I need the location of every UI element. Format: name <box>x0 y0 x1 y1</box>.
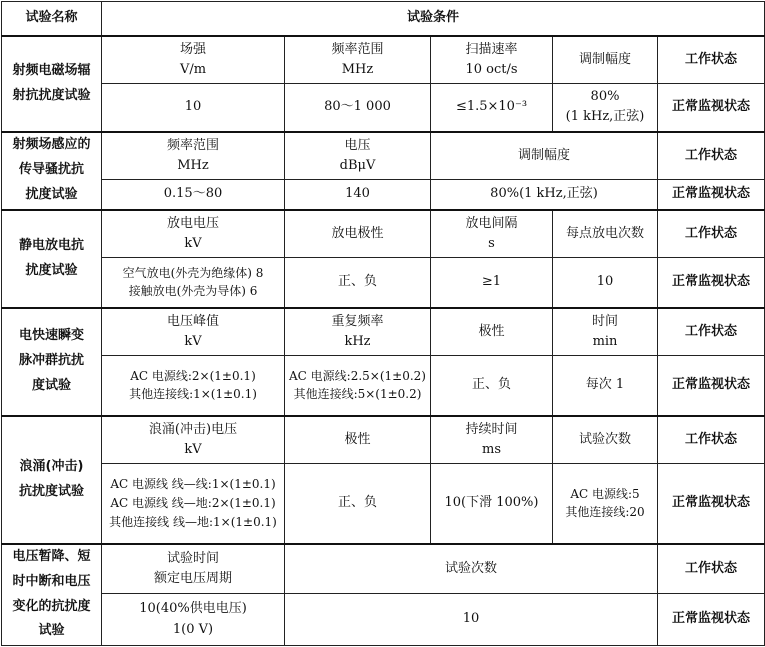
rf-conducted-test-name: 射频场感应的 传导骚扰抗 扰度试验 <box>2 132 102 210</box>
header-test-name: 试验名称 <box>2 2 102 36</box>
rf-conducted-value-row <box>2 180 765 210</box>
work-state-value: 正常监视状态 <box>658 258 765 308</box>
work-state-header: 工作状态 <box>658 210 765 258</box>
modulation-value: 80% (1 kHz,正弦) <box>553 84 658 132</box>
discharge-count-header: 每点放电次数 <box>553 210 658 258</box>
frequency-range-value: 0.15～80 <box>102 180 285 210</box>
field-strength-header: 场强 V/m <box>102 36 285 84</box>
eft-test-name: 电快速瞬变 脉冲群抗扰 度试验 <box>2 308 102 416</box>
discharge-voltage-value: 空气放电(外壳为绝缘体) 8 接触放电(外壳为导体) 6 <box>102 258 285 308</box>
work-state-header: 工作状态 <box>658 416 765 464</box>
dips-value-row <box>2 594 765 646</box>
rf-radiated-test-name: 射频电磁场辐 射抗扰度试验 <box>2 36 102 132</box>
modulation-value: 80%(1 kHz,正弦) <box>431 180 658 210</box>
peak-voltage-value: AC 电源线:2×(1±0.1) 其他连接线:1×(1±0.1) <box>102 356 285 416</box>
frequency-range-value: 80～1 000 <box>285 84 431 132</box>
sweep-rate-header: 扫描速率 10 oct/s <box>431 36 553 84</box>
polarity-value: 正、负 <box>431 356 553 416</box>
polarity-value: 正、负 <box>285 464 431 544</box>
test-count-header: 试验次数 <box>553 416 658 464</box>
work-state-value: 正常监视状态 <box>658 356 765 416</box>
discharge-count-value: 10 <box>553 258 658 308</box>
repetition-frequency-value: AC 电源线:2.5×(1±0.2) 其他连接线:5×(1±0.2) <box>285 356 431 416</box>
discharge-polarity-value: 正、负 <box>285 258 431 308</box>
surge-value-row <box>2 464 765 544</box>
test-conditions-table-container <box>1 1 764 645</box>
work-state-value: 正常监视状态 <box>658 594 765 646</box>
test-conditions-table <box>1 1 765 646</box>
rf-radiated-value-row <box>2 84 765 132</box>
work-state-value: 正常监视状态 <box>658 180 765 210</box>
discharge-polarity-header: 放电极性 <box>285 210 431 258</box>
duration-value: 10(下滑 100%) <box>431 464 553 544</box>
voltage-header: 电压 dBμV <box>285 132 431 180</box>
test-count-value: 10 <box>285 594 658 646</box>
dips-header-row <box>2 544 765 594</box>
discharge-interval-header: 放电间隔 s <box>431 210 553 258</box>
time-value: 每次 1 <box>553 356 658 416</box>
work-state-header: 工作状态 <box>658 544 765 594</box>
repetition-frequency-header: 重复频率 kHz <box>285 308 431 356</box>
work-state-header: 工作状态 <box>658 36 765 84</box>
surge-voltage-value: AC 电源线 线—线:1×(1±0.1) AC 电源线 线—地:2×(1±0.1) 其他连接线 线—地:1×(1±0.1) <box>102 464 285 544</box>
eft-header-row <box>2 308 765 356</box>
header-test-conditions: 试验条件 <box>102 2 765 36</box>
field-strength-value: 10 <box>102 84 285 132</box>
polarity-header: 极性 <box>285 416 431 464</box>
discharge-voltage-header: 放电电压 kV <box>102 210 285 258</box>
test-count-value: AC 电源线:5 其他连接线:20 <box>553 464 658 544</box>
voltage-value: 140 <box>285 180 431 210</box>
esd-header-row <box>2 210 765 258</box>
test-time-value: 10(40%供电电压) 1(0 V) <box>102 594 285 646</box>
frequency-range-header: 频率范围 MHz <box>285 36 431 84</box>
work-state-header: 工作状态 <box>658 308 765 356</box>
work-state-header: 工作状态 <box>658 132 765 180</box>
duration-header: 持续时间 ms <box>431 416 553 464</box>
polarity-header: 极性 <box>431 308 553 356</box>
esd-value-row <box>2 258 765 308</box>
surge-test-name: 浪涌(冲击) 抗扰度试验 <box>2 416 102 544</box>
dips-test-name: 电压暂降、短 时中断和电压 变化的抗扰度 试验 <box>2 544 102 646</box>
surge-voltage-header: 浪涌(冲击)电压 kV <box>102 416 285 464</box>
discharge-interval-value: ≥1 <box>431 258 553 308</box>
rf-conducted-header-row <box>2 132 765 180</box>
modulation-header: 调制幅度 <box>431 132 658 180</box>
eft-value-row <box>2 356 765 416</box>
surge-header-row <box>2 416 765 464</box>
modulation-header: 调制幅度 <box>553 36 658 84</box>
peak-voltage-header: 电压峰值 kV <box>102 308 285 356</box>
test-count-header: 试验次数 <box>285 544 658 594</box>
work-state-value: 正常监视状态 <box>658 464 765 544</box>
header-row <box>2 2 765 36</box>
test-time-header: 试验时间 额定电压周期 <box>102 544 285 594</box>
rf-radiated-header-row <box>2 36 765 84</box>
esd-test-name: 静电放电抗 扰度试验 <box>2 210 102 308</box>
frequency-range-header: 频率范围 MHz <box>102 132 285 180</box>
sweep-rate-value: ≤1.5×10⁻³ <box>431 84 553 132</box>
work-state-value: 正常监视状态 <box>658 84 765 132</box>
time-header: 时间 min <box>553 308 658 356</box>
